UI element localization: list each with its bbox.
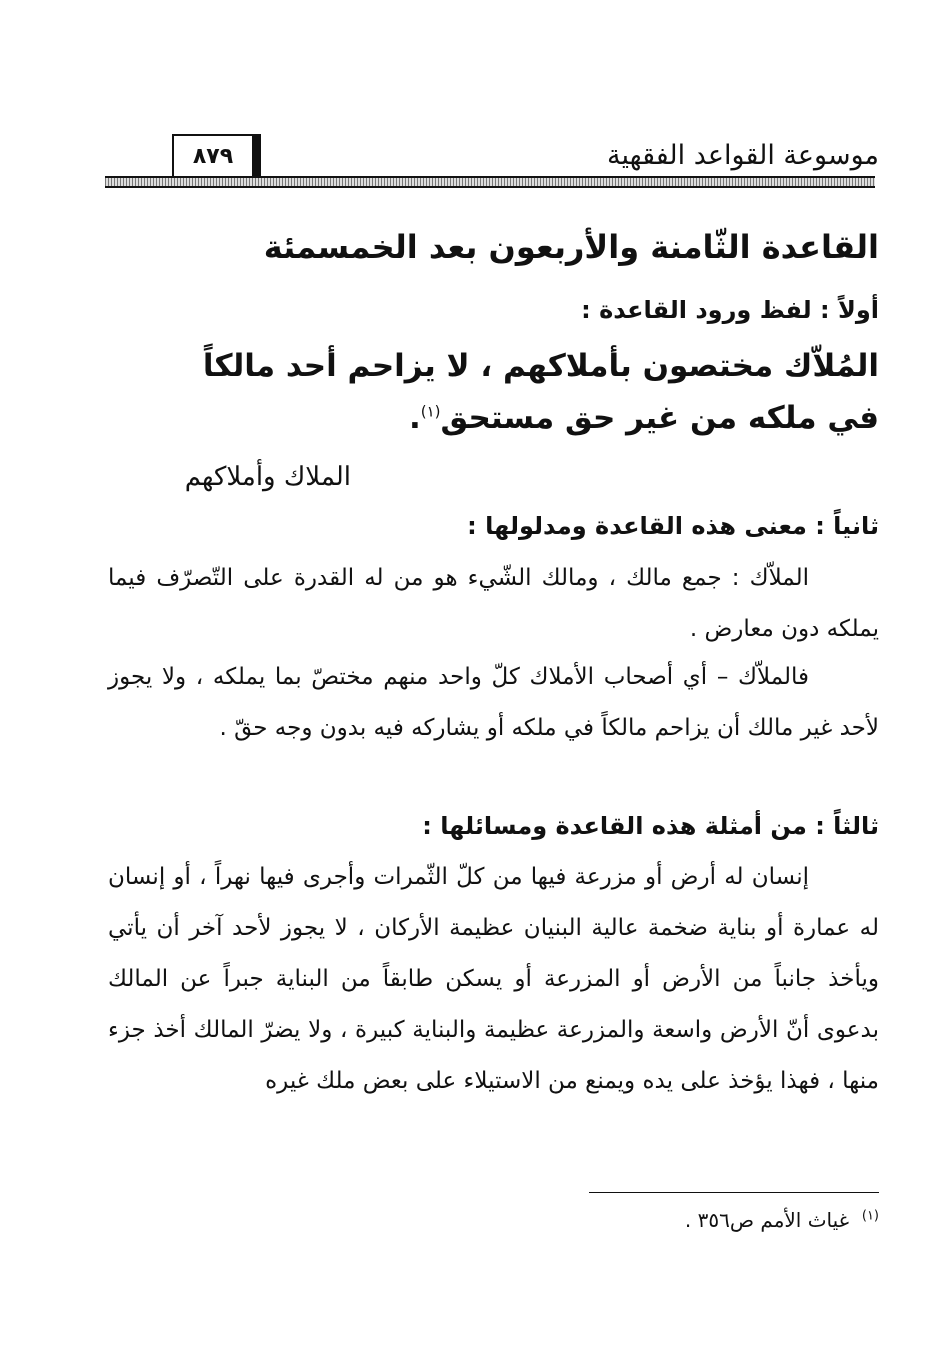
paragraph-text: فالملاّك – أي أصحاب الأملاك كلّ واحد منهم مختصّ بما يملكه ، ولا يجوز لأحد غير مالك أن يزاحم مالكاً في ملكه أو يشاركه فيه بدون وجه حقّ . bbox=[108, 664, 879, 741]
footnote-rule bbox=[589, 1192, 879, 1193]
rule-statement-text: في ملكه من غير حق مستحق bbox=[440, 400, 879, 436]
paragraph-text: إنسان له أرض أو مزرعة فيها من كلّ الثّمرات وأجرى فيها نهراً ، أو إنسان له عمارة أو بناية ضخمة عالية البنيان عظيمة الأركان ، لا يجوز لأحد آخر أن يأتي ويأخذ جانباً من الأرض أو المزرعة أو يسكن طابقاً من البناية جبراً عن المالك بدعوى أنّ الأرض واسعة والمزرعة عظيمة والبناية كبيرة ، ولا يضرّ المالك أخذ جزء منها ، فهذا يؤخذ على يده ويمنع من الاستيلاء على بعض ملك غيره bbox=[108, 864, 879, 1094]
paragraph-text: الملاّك : جمع مالك ، ومالك الشّيء هو من له القدرة على التّصرّف فيما يملكه دون معارض . bbox=[108, 565, 879, 642]
rule-statement-line-2 bbox=[409, 400, 879, 436]
paragraph-explanation bbox=[108, 652, 879, 754]
paragraph-examples bbox=[108, 852, 879, 1107]
rule-statement-end: . bbox=[408, 400, 421, 436]
footnote-reference: (١) bbox=[420, 402, 441, 421]
footnote-marker: (١) bbox=[861, 1208, 879, 1224]
page-number: ٨٧٩ bbox=[172, 134, 261, 178]
section-heading-first: أولاً : لفظ ورود القاعدة : bbox=[581, 296, 879, 324]
handwritten-side-note: الملاك وأملاكهم bbox=[184, 462, 351, 492]
section-heading-third: ثالثاً : من أمثلة هذه القاعدة ومسائلها : bbox=[422, 812, 879, 840]
rule-statement-line-1: المُلاّك مختصون بأملاكهم ، لا يزاحم أحد مالكاً bbox=[202, 348, 879, 384]
footnote bbox=[685, 1208, 879, 1232]
rule-title: القاعدة الثّامنة والأربعون بعد الخمسمئة bbox=[263, 228, 879, 266]
running-title: موسوعة القواعد الفقهية bbox=[607, 140, 879, 171]
section-heading-second: ثانياً : معنى هذه القاعدة ومدلولها : bbox=[467, 512, 879, 540]
footnote-text: غياث الأمم ص٣٥٦ . bbox=[684, 1208, 850, 1232]
paragraph-definition bbox=[108, 553, 879, 655]
